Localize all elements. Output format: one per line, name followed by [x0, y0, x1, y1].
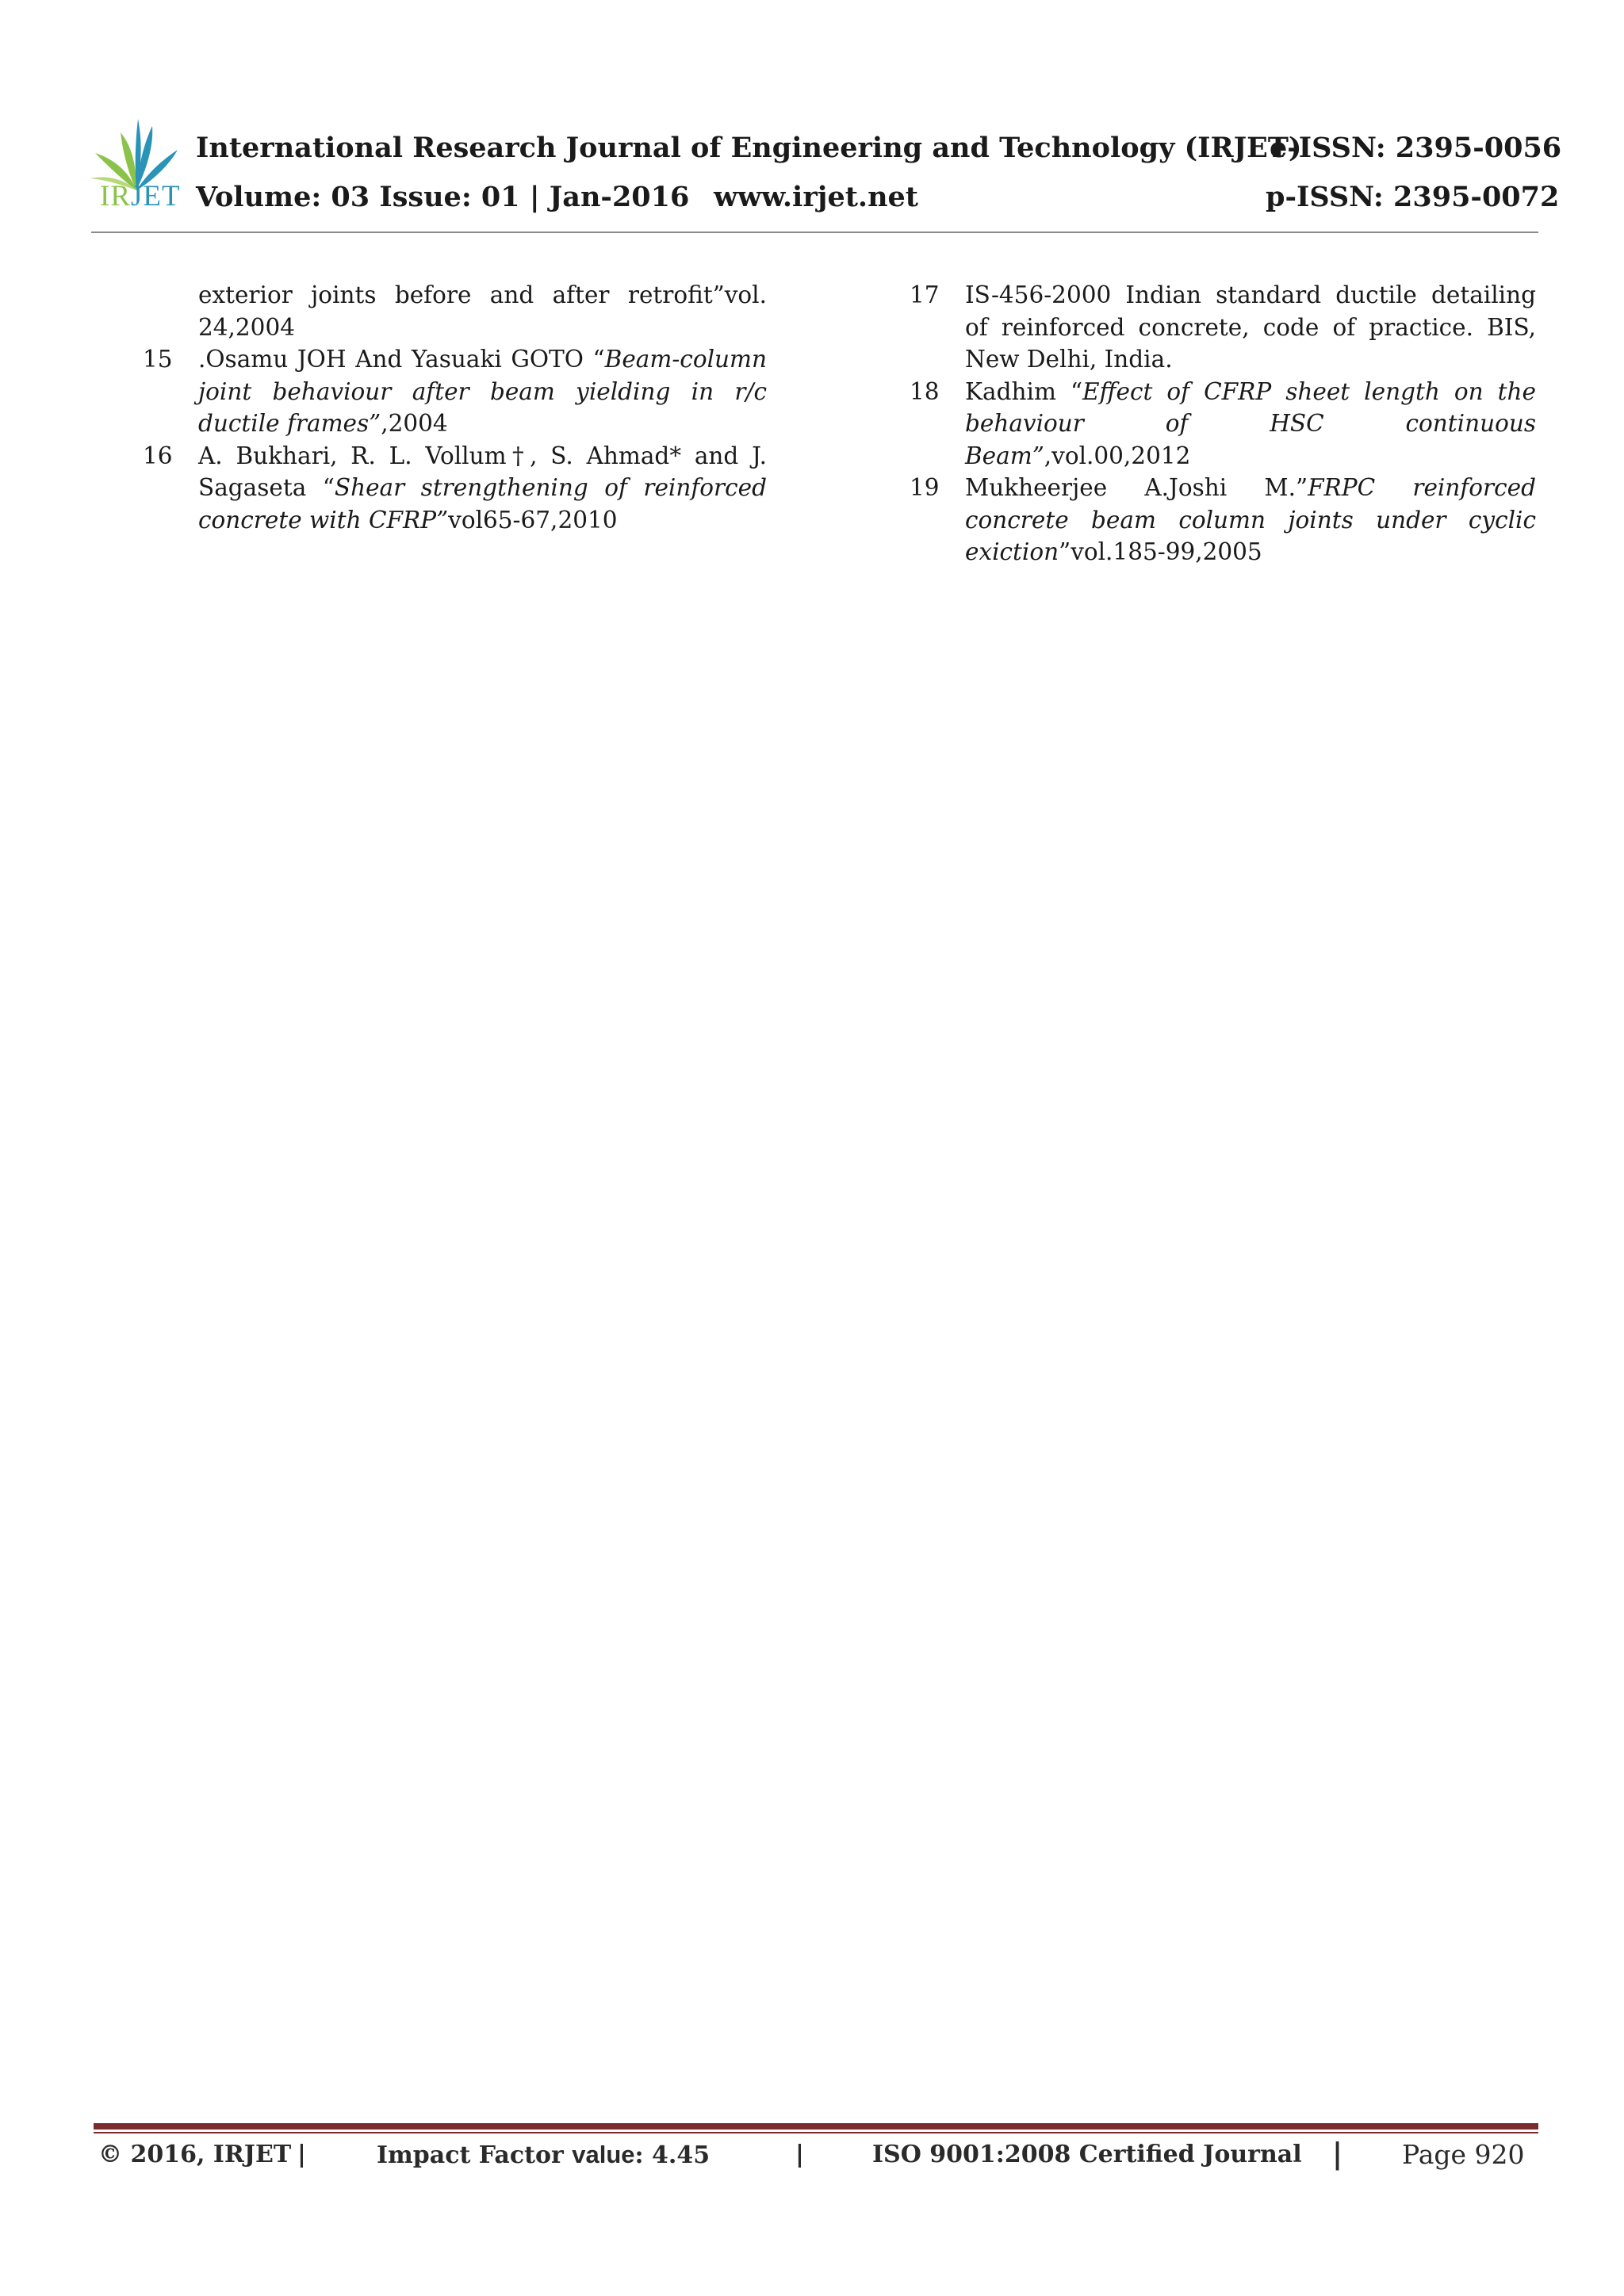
- reference-16: [143, 440, 767, 537]
- reference-18: [910, 376, 1536, 473]
- reference-continuation: exterior joints before and after retrofit”vol. 24,2004: [198, 281, 767, 341]
- reference-19: [910, 472, 1536, 568]
- volume-issue: Volume: 03 Issue: 01 | Jan-2016: [196, 181, 690, 213]
- reference-15: [143, 343, 767, 440]
- reference-number: 18: [910, 377, 940, 405]
- references-left-column: [143, 279, 767, 536]
- journal-title: International Research Journal of Engineering and Technology (IRJET): [196, 132, 1302, 164]
- footer-divider-thick: [94, 2123, 1538, 2130]
- journal-website: www.irjet.net: [714, 181, 918, 213]
- references-right-column: [910, 279, 1536, 568]
- reference-number: 15: [143, 346, 173, 373]
- logo-wordmark: IRJET: [100, 180, 181, 212]
- footer-copyright: © 2016, IRJET: [98, 2141, 292, 2168]
- footer-divider-thin: [94, 2132, 1538, 2133]
- p-issn: p-ISSN: 2395-0072: [1266, 181, 1560, 213]
- footer-separator: |: [795, 2141, 804, 2168]
- header-divider: [91, 232, 1538, 233]
- footer-separator: |: [1332, 2137, 1343, 2171]
- footer-separator: |: [297, 2141, 306, 2168]
- footer-iso-certification: ISO 9001:2008 Certified Journal: [872, 2141, 1302, 2168]
- reference-number: 16: [143, 442, 173, 469]
- reference-text: IS-456-2000 Indian standard ductile detailing of reinforced concrete, code of practice. BIS, New Delhi, India.: [965, 281, 1536, 373]
- footer-impact-factor: Impact Factor value: 4.45: [377, 2141, 710, 2169]
- reference-number: 17: [910, 281, 940, 308]
- reference-text: .Osamu JOH And Yasuaki GOTO “Beam-column joint behaviour after beam yielding in r/c ductile frames”,2004: [198, 346, 767, 437]
- reference-17: [910, 279, 1536, 376]
- reference-text: A. Bukhari, R. L. Vollum†, S. Ahmad* and J. Sagaseta “Shear strengthening of reinforced concrete with CFRP”vol65-67,2010: [198, 442, 767, 534]
- reference-text: Mukheerjee A.Joshi M.”FRPC reinforced concrete beam column joints under cyclic exiction”vol.185-99,2005: [965, 474, 1536, 565]
- page-number: Page 920: [1402, 2139, 1525, 2170]
- reference-text: Kadhim “Effect of CFRP sheet length on the behaviour of HSC continuous Beam”,vol.00,2012: [965, 377, 1536, 469]
- reference-number: 19: [910, 474, 940, 501]
- e-issn: e-ISSN: 2395-0056: [1270, 132, 1562, 164]
